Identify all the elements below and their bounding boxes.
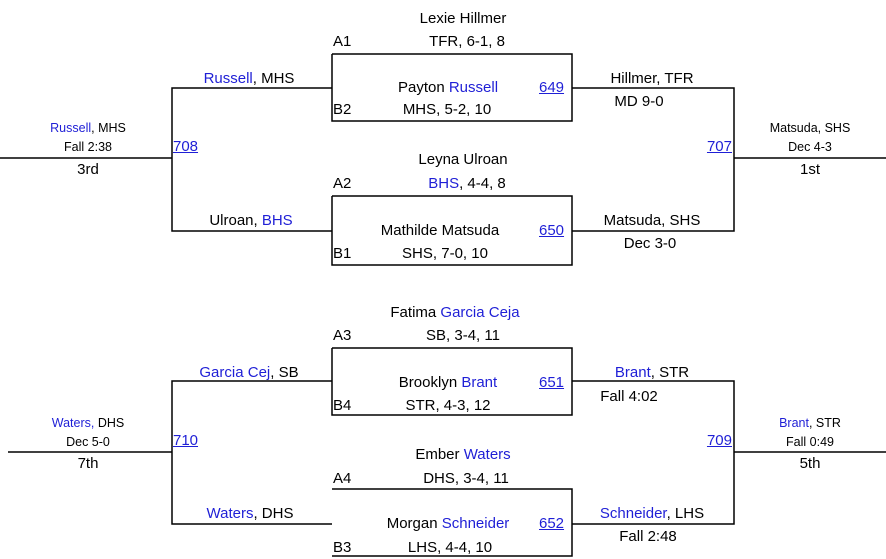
- match-number-link[interactable]: 709: [706, 432, 732, 449]
- wrestler-link[interactable]: Waters: [463, 446, 511, 463]
- wrestler-link[interactable]: Schneider: [599, 505, 667, 522]
- placement-result: Fall 0:49: [786, 435, 834, 449]
- consolation-710-line: [172, 381, 332, 524]
- first-name: Payton: [397, 79, 445, 96]
- team: , MHS: [252, 70, 295, 87]
- consolation-708-line: [172, 88, 332, 231]
- wrestler-name: [390, 304, 519, 322]
- team-link[interactable]: BHS: [428, 175, 460, 192]
- match-result: Fall 4:02: [600, 388, 658, 405]
- last-name: Hillmer: [459, 10, 507, 27]
- wrestler-name: [418, 151, 507, 169]
- team: , STR: [808, 416, 841, 430]
- team: , DHS: [253, 505, 294, 522]
- match-winner: Matsuda, SHS: [603, 212, 701, 229]
- first-name: Ember: [415, 446, 460, 463]
- wrestler-link[interactable]: Brant: [461, 374, 498, 391]
- first-name: Fatima: [390, 304, 437, 321]
- seed-label: B1: [333, 245, 352, 262]
- match-number-link[interactable]: 710: [173, 432, 199, 449]
- wrestler-info: TFR, 6-1, 8: [429, 33, 505, 50]
- wrestler-info: LHS, 4-4, 10: [407, 539, 493, 556]
- placement-result: Fall 2:38: [64, 140, 112, 154]
- team: DHS: [94, 416, 125, 430]
- wrestler-info: MHS, 5-2, 10: [402, 101, 492, 118]
- consolation-entrant: Ulroan, BHS: [209, 212, 293, 229]
- wrestler-link[interactable]: Brant: [614, 364, 651, 381]
- match-number-link[interactable]: 707: [706, 138, 732, 155]
- wrestler-link[interactable]: Waters,: [51, 416, 95, 430]
- team: , MHS: [91, 121, 126, 135]
- wrestler-link[interactable]: Brant: [779, 416, 809, 430]
- team-link[interactable]: BHS: [261, 212, 293, 229]
- placement-winner: [52, 416, 124, 431]
- wrestler-link[interactable]: Garcia Cej: [199, 364, 271, 381]
- consolation-entrant: [204, 70, 295, 88]
- first-name: Lexie: [419, 10, 456, 27]
- wrestler-info: [428, 175, 506, 193]
- match-number-link[interactable]: 708: [173, 138, 199, 155]
- wrestler-info: STR, 4-3, 12: [405, 397, 491, 414]
- wrestler-name: [399, 374, 497, 392]
- wrestler-link[interactable]: Schneider: [441, 515, 510, 532]
- team: , STR: [650, 364, 690, 381]
- wrestler-link[interactable]: Waters: [206, 505, 254, 522]
- wrestler-info: SB, 3-4, 11: [426, 327, 500, 344]
- seed-label: A2: [333, 175, 352, 192]
- seed-label: A3: [333, 327, 352, 344]
- wrestler-name: [415, 446, 510, 464]
- wrestler-link[interactable]: Garcia Ceja: [440, 304, 520, 321]
- placement-label: 5th: [799, 455, 821, 472]
- placement-winner: Matsuda, SHS: [769, 121, 851, 135]
- wrestler-link[interactable]: Russell: [448, 79, 499, 96]
- placement-label: 1st: [799, 161, 821, 178]
- match-winner: [600, 505, 704, 523]
- seed-label: B4: [333, 397, 352, 414]
- wrestler-name: [420, 10, 507, 28]
- wrestler-name: [387, 515, 510, 533]
- last-name: Matsuda: [441, 222, 500, 239]
- seed-label: B3: [333, 539, 352, 556]
- wrestler-name: [381, 222, 499, 240]
- wrestler-name: [398, 79, 498, 97]
- seed-label: B2: [333, 101, 352, 118]
- consolation-entrant: [207, 505, 294, 523]
- match-winner: [615, 364, 689, 382]
- consolation-entrant: [199, 364, 298, 382]
- placement-label: 3rd: [77, 161, 99, 178]
- last-name: Ulroan: [463, 151, 508, 168]
- wrestler-link[interactable]: Russell: [50, 121, 92, 135]
- record: , 4-4, 8: [459, 175, 506, 192]
- team: , LHS: [666, 505, 705, 522]
- match-result: MD 9-0: [614, 93, 664, 110]
- match-number-link[interactable]: 652: [539, 515, 565, 532]
- placement-result: Dec 4-3: [788, 140, 832, 154]
- first-name: Leyna: [418, 151, 460, 168]
- wrestler-info: DHS, 3-4, 11: [423, 470, 509, 487]
- team: , SB: [270, 364, 299, 381]
- match-result: Fall 2:48: [619, 528, 677, 545]
- wrestler-name: Ulroan: [209, 212, 254, 229]
- placement-winner: [50, 121, 126, 136]
- match-winner: Hillmer, TFR: [610, 70, 694, 87]
- first-name: Mathilde: [380, 222, 438, 239]
- match-result: Dec 3-0: [623, 235, 677, 252]
- match-number-link[interactable]: 649: [539, 79, 565, 96]
- first-name: Brooklyn: [398, 374, 458, 391]
- seed-label: A4: [333, 470, 352, 487]
- match-number-link[interactable]: 651: [539, 374, 565, 391]
- match-number-link[interactable]: 650: [539, 222, 565, 239]
- wrestler-info: SHS, 7-0, 10: [402, 245, 488, 262]
- wrestler-link[interactable]: Russell: [203, 70, 253, 87]
- first-name: Morgan: [386, 515, 438, 532]
- seed-label: A1: [333, 33, 352, 50]
- placement-winner: [779, 416, 841, 431]
- placement-label: 7th: [77, 455, 99, 472]
- placement-result: Dec 5-0: [66, 435, 110, 449]
